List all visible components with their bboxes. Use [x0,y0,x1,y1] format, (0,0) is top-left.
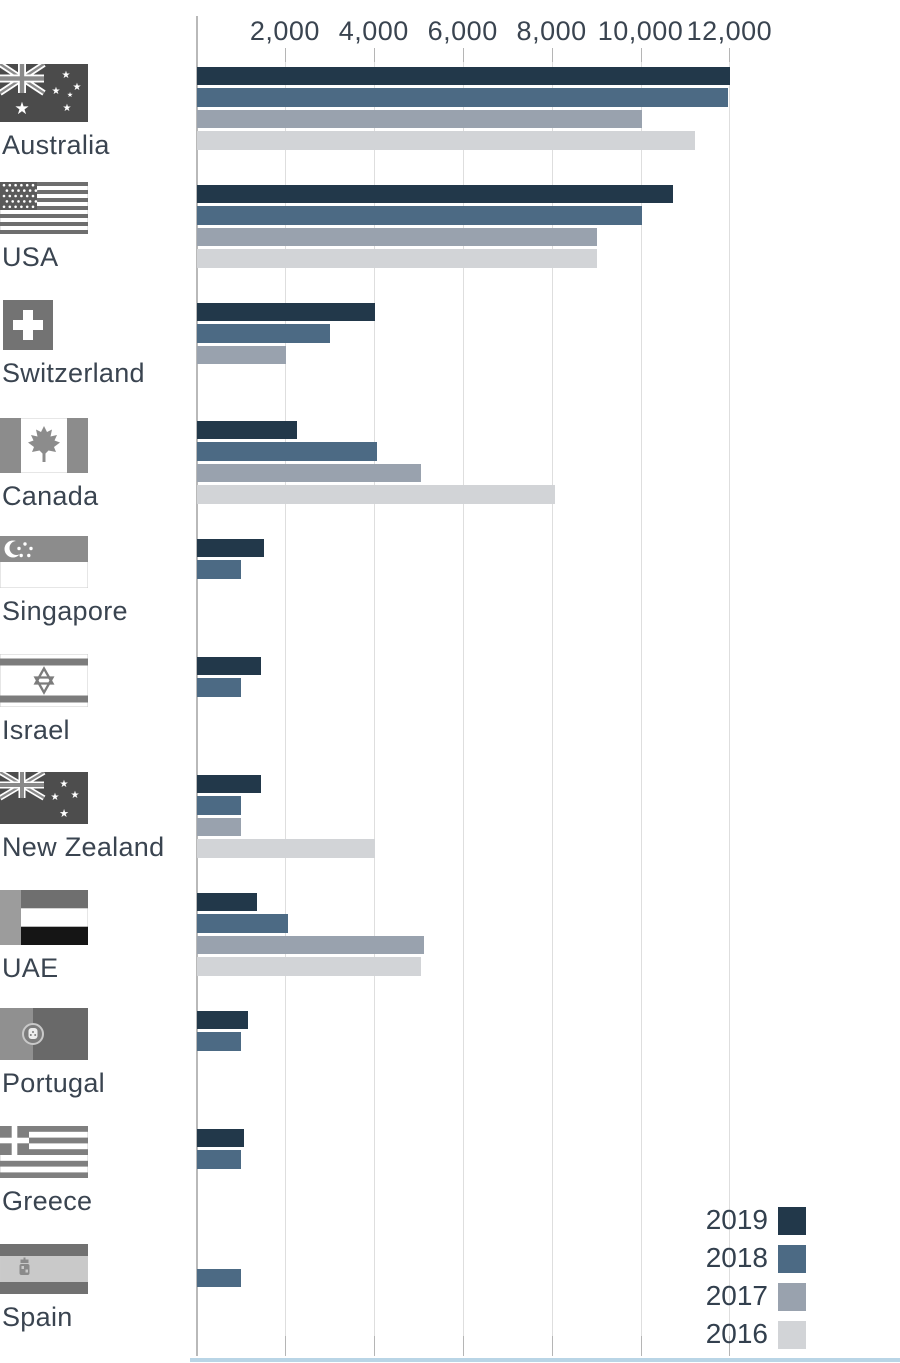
country-label: Switzerland [2,357,145,388]
portugal-flag-icon [0,1008,88,1065]
svg-text:★: ★ [50,791,60,803]
country-label: Spain [2,1302,73,1332]
bar-israel-2019 [197,657,261,676]
bar-new-zealand-2016 [197,839,375,858]
legend-entry-2019 [690,1206,820,1234]
bar-usa-2017 [197,228,597,247]
legend-swatch-2016 [778,1321,806,1349]
bar-uae-2018 [197,914,288,933]
legend-entry-2016 [690,1320,820,1348]
svg-text:★: ★ [72,81,82,93]
axis-tick-label: 2,000 [249,16,320,46]
bar-greece-2018 [197,1150,241,1169]
country-label: Portugal [2,1067,105,1098]
bar-canada-2019 [197,421,297,440]
country-label: Singapore [2,595,128,626]
legend-swatch-2017 [778,1283,806,1311]
svg-text:★: ★ [66,90,74,99]
axis-tick-top [374,48,375,62]
axis-tick-top [729,48,730,62]
axis-tick-top [641,48,642,62]
australia-flag-icon [0,64,88,127]
axis-tick-bottom [552,1336,553,1356]
axis-tick-bottom [374,1336,375,1356]
axis-tick-label: 4,000 [338,16,409,46]
bar-australia-2018 [197,88,728,107]
axis-tick-top [285,48,286,62]
country-label: UAE [2,952,59,983]
gridline [729,48,730,1356]
svg-text:★: ★ [70,789,80,801]
singapore-flag-icon [0,536,88,593]
legend-entry-2017 [690,1282,820,1310]
axis-tick-top [463,48,464,62]
bar-spain-2018 [197,1269,241,1288]
canada-flag-icon [0,418,88,478]
bar-switzerland-2019 [197,303,375,322]
svg-text:★: ★ [59,778,69,790]
bar-portugal-2018 [197,1032,241,1051]
svg-text:★: ★ [62,102,72,114]
bar-uae-2017 [197,936,424,955]
uae-flag-icon [0,890,88,950]
bar-singapore-2018 [197,560,241,579]
country-label: Canada [2,480,99,511]
gridline [641,48,642,1356]
bar-new-zealand-2018 [197,796,241,815]
bar-new-zealand-2017 [197,818,241,837]
axis-tick-label: 12,000 [686,16,773,46]
legend-swatch-2019 [778,1207,806,1235]
usa-flag-icon [0,182,88,239]
country-label: New Zealand [2,831,165,862]
country-label: Greece [2,1185,93,1216]
greece-flag-icon [0,1126,88,1183]
bar-canada-2017 [197,464,421,483]
svg-text:★: ★ [51,85,61,97]
axis-tick-top [552,48,553,62]
bar-greece-2019 [197,1129,244,1148]
axis-tick-label: 8,000 [516,16,587,46]
bar-usa-2016 [197,249,597,268]
country-label: USA [2,241,59,272]
israel-flag-icon [0,654,88,712]
bar-israel-2018 [197,678,241,697]
bar-singapore-2019 [197,539,264,558]
legend-label: 2019 [705,1204,768,1235]
legend-entry-2018 [690,1244,820,1272]
bar-uae-2019 [197,893,257,912]
svg-text:★: ★ [14,98,30,119]
bar-usa-2018 [197,206,642,225]
bar-uae-2016 [197,957,421,976]
svg-text:★: ★ [59,806,69,820]
new-zealand-flag-icon [0,772,88,829]
legend-label: 2016 [705,1318,768,1349]
bottom-rule [190,1358,900,1362]
bar-australia-2016 [197,131,695,150]
legend-label: 2018 [705,1242,768,1273]
switzerland-flag-icon [3,300,53,355]
bar-usa-2019 [197,185,673,204]
country-label: Israel [2,714,70,745]
axis-tick-bottom [285,1336,286,1356]
axis-tick-bottom [463,1336,464,1356]
bar-switzerland-2017 [197,346,286,365]
bar-portugal-2019 [197,1011,248,1030]
spain-flag-icon [0,1244,88,1299]
axis-tick-bottom [641,1336,642,1356]
legend-label: 2017 [705,1280,768,1311]
bar-canada-2018 [197,442,377,461]
bar-canada-2016 [197,485,555,504]
axis-tick-label: 10,000 [597,16,684,46]
svg-text:★: ★ [61,69,71,81]
bar-australia-2017 [197,110,642,129]
legend-swatch-2018 [778,1245,806,1273]
country-label: Australia [2,129,110,160]
axis-tick-label: 6,000 [427,16,498,46]
bar-new-zealand-2019 [197,775,261,794]
bar-australia-2019 [197,67,730,86]
bar-switzerland-2018 [197,324,330,343]
